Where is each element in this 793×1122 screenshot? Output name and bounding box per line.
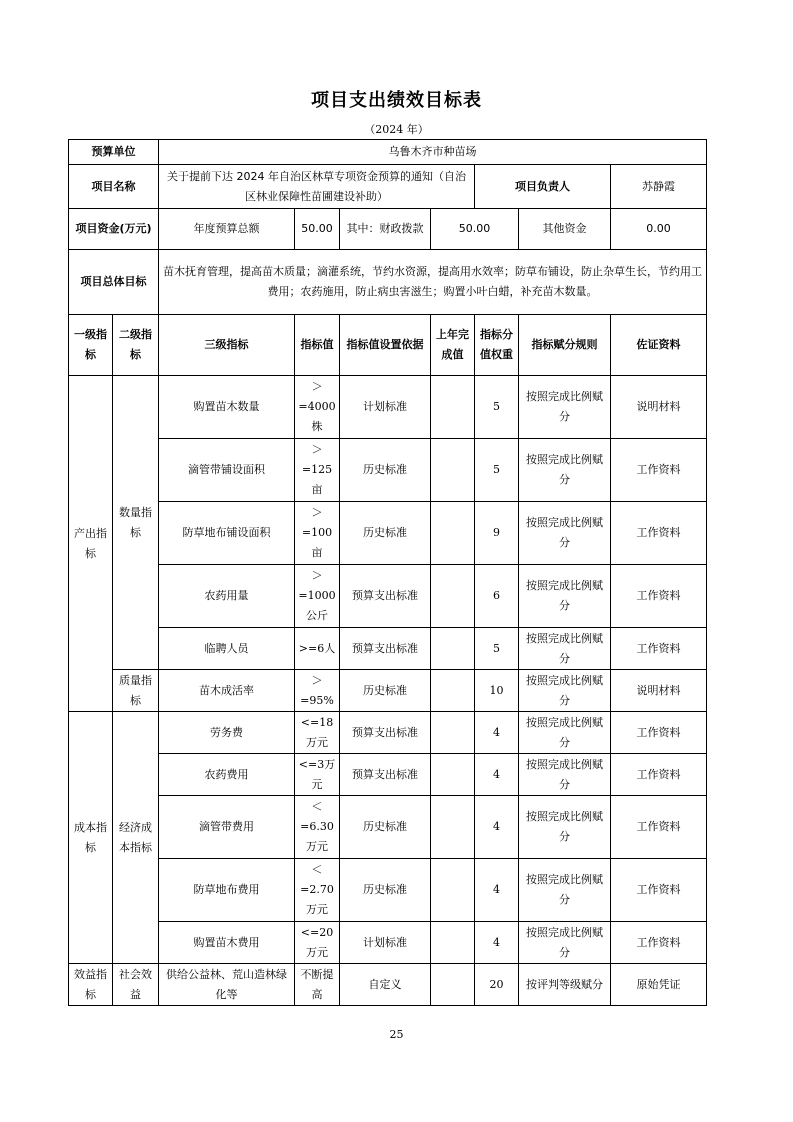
indicator-rule: 按照完成比例赋分 [519, 502, 611, 565]
indicator-evidence: 工作资料 [611, 922, 707, 964]
indicator-weight: 5 [475, 376, 519, 439]
indicator-evidence: 说明材料 [611, 376, 707, 439]
indicator-rule: 按照完成比例赋分 [519, 565, 611, 628]
indicator-basis: 历史标准 [340, 670, 431, 712]
indicator-value: ＞=125亩 [295, 439, 340, 502]
project-funds-label: 项目资金(万元) [69, 209, 159, 250]
indicator-basis: 历史标准 [340, 502, 431, 565]
indicator-last [431, 670, 475, 712]
indicator-evidence: 说明材料 [611, 670, 707, 712]
indicator-basis: 预算支出标准 [340, 565, 431, 628]
project-name-label: 项目名称 [69, 165, 159, 209]
indicator-weight: 5 [475, 628, 519, 670]
indicator-value: >=6人 [295, 628, 340, 670]
indicator-name: 防草地布铺设面积 [159, 502, 295, 565]
indicator-name: 防草地布费用 [159, 859, 295, 922]
indicator-basis: 预算支出标准 [340, 712, 431, 754]
indicator-basis: 预算支出标准 [340, 754, 431, 796]
indicator-value: ＜=6.30万元 [295, 796, 340, 859]
indicator-value: <=20万元 [295, 922, 340, 964]
indicator-weight: 6 [475, 565, 519, 628]
indicator-value: ＞=100亩 [295, 502, 340, 565]
group-social-benefit: 社会效益 [113, 964, 159, 1006]
indicator-weight: 4 [475, 922, 519, 964]
indicator-rule: 按评判等级赋分 [519, 964, 611, 1006]
group-benefit: 效益指标 [69, 964, 113, 1006]
performance-table [68, 139, 707, 1006]
indicator-rule: 按照完成比例赋分 [519, 796, 611, 859]
indicator-value: ＜=2.70万元 [295, 859, 340, 922]
overall-goal-value: 苗木抚育管理，提高苗木质量；滴灌系统，节约水资源，提高用水效率；防草布铺设，防止杂草生长，节约用工费用；农药施用，防止病虫害滋生；购置小叶白蜡，补充苗木数量。 [159, 250, 707, 315]
indicator-evidence: 工作资料 [611, 712, 707, 754]
indicator-weight: 4 [475, 754, 519, 796]
project-leader-value: 苏静霞 [611, 165, 707, 209]
indicator-name: 滴管带铺设面积 [159, 439, 295, 502]
project-leader-label: 项目负责人 [475, 165, 611, 209]
table-row [69, 922, 707, 964]
indicator-last [431, 796, 475, 859]
table-row [69, 670, 707, 712]
table-row [69, 796, 707, 859]
page-number: 25 [389, 1028, 404, 1041]
indicator-basis: 预算支出标准 [340, 628, 431, 670]
header-level3: 三级指标 [159, 315, 295, 376]
indicator-weight: 5 [475, 439, 519, 502]
header-indicator-value: 指标值 [295, 315, 340, 376]
header-evidence: 佐证资料 [611, 315, 707, 376]
indicator-name: 农药用量 [159, 565, 295, 628]
header-weight: 指标分值权重 [475, 315, 519, 376]
indicator-rule: 按照完成比例赋分 [519, 628, 611, 670]
indicator-name: 滴管带费用 [159, 796, 295, 859]
indicator-evidence: 原始凭证 [611, 964, 707, 1006]
overall-goal-row [69, 250, 707, 315]
indicator-name: 供给公益林、荒山造林绿化等 [159, 964, 295, 1006]
indicator-name: 临聘人员 [159, 628, 295, 670]
group-economic-cost: 经济成本指标 [113, 712, 159, 964]
indicator-last [431, 754, 475, 796]
project-funds-row [69, 209, 707, 250]
indicator-rule: 按照完成比例赋分 [519, 439, 611, 502]
table-row [69, 964, 707, 1006]
indicator-rule: 按照完成比例赋分 [519, 712, 611, 754]
indicator-value: <=3万元 [295, 754, 340, 796]
indicator-last [431, 439, 475, 502]
table-row [69, 859, 707, 922]
header-row [69, 315, 707, 376]
indicator-basis: 计划标准 [340, 922, 431, 964]
header-level1: 一级指标 [69, 315, 113, 376]
budget-unit-row [69, 140, 707, 165]
indicator-evidence: 工作资料 [611, 754, 707, 796]
annual-budget-value: 50.00 [295, 209, 340, 250]
indicator-value: ＞=4000株 [295, 376, 340, 439]
indicator-rule: 按照完成比例赋分 [519, 376, 611, 439]
indicator-name: 苗木成活率 [159, 670, 295, 712]
header-rule: 指标赋分规则 [519, 315, 611, 376]
indicator-value: ＞=95% [295, 670, 340, 712]
table-row [69, 712, 707, 754]
indicator-rule: 按照完成比例赋分 [519, 670, 611, 712]
header-last-year: 上年完成值 [431, 315, 475, 376]
indicator-weight: 4 [475, 712, 519, 754]
header-level2: 二级指标 [113, 315, 159, 376]
indicator-name: 购置苗木费用 [159, 922, 295, 964]
indicator-value: ＞=1000公斤 [295, 565, 340, 628]
page-title: 项目支出绩效目标表 [311, 90, 482, 111]
table-row [69, 565, 707, 628]
indicator-basis: 历史标准 [340, 439, 431, 502]
group-quality: 质量指标 [113, 670, 159, 712]
table-row [69, 376, 707, 439]
group-cost: 成本指标 [69, 712, 113, 964]
group-quantity: 数量指标 [113, 376, 159, 670]
indicator-name: 购置苗木数量 [159, 376, 295, 439]
group-output: 产出指标 [69, 376, 113, 712]
indicator-value: <=18万元 [295, 712, 340, 754]
fiscal-alloc-value: 50.00 [431, 209, 519, 250]
indicator-value: 不断提高 [295, 964, 340, 1006]
indicator-basis: 历史标准 [340, 859, 431, 922]
overall-goal-label: 项目总体目标 [69, 250, 159, 315]
indicator-name: 劳务费 [159, 712, 295, 754]
table-row [69, 439, 707, 502]
indicator-evidence: 工作资料 [611, 796, 707, 859]
indicator-evidence: 工作资料 [611, 859, 707, 922]
indicator-rule: 按照完成比例赋分 [519, 859, 611, 922]
fiscal-alloc-label: 其中：财政拨款 [340, 209, 431, 250]
indicator-evidence: 工作资料 [611, 565, 707, 628]
project-name-value: 关于提前下达 2024 年自治区林草专项资金预算的通知（自治区林业保障性苗圃建设补助） [159, 165, 475, 209]
indicator-basis: 历史标准 [340, 796, 431, 859]
indicator-weight: 9 [475, 502, 519, 565]
project-name-row [69, 165, 707, 209]
other-funds-value: 0.00 [611, 209, 707, 250]
indicator-last [431, 922, 475, 964]
indicator-weight: 4 [475, 796, 519, 859]
indicator-last [431, 628, 475, 670]
indicator-rule: 按照完成比例赋分 [519, 922, 611, 964]
header-basis: 指标值设置依据 [340, 315, 431, 376]
indicator-evidence: 工作资料 [611, 439, 707, 502]
table-row [69, 502, 707, 565]
indicator-evidence: 工作资料 [611, 628, 707, 670]
indicator-evidence: 工作资料 [611, 502, 707, 565]
indicator-last [431, 376, 475, 439]
year-label: （2024 年） [364, 123, 429, 136]
table-row [69, 628, 707, 670]
budget-unit-label: 预算单位 [69, 140, 159, 165]
indicator-last [431, 712, 475, 754]
indicator-rule: 按照完成比例赋分 [519, 754, 611, 796]
indicator-last [431, 859, 475, 922]
other-funds-label: 其他资金 [519, 209, 611, 250]
indicator-weight: 4 [475, 859, 519, 922]
table-row [69, 754, 707, 796]
indicator-weight: 20 [475, 964, 519, 1006]
indicator-name: 农药费用 [159, 754, 295, 796]
indicator-last [431, 502, 475, 565]
indicator-last [431, 565, 475, 628]
annual-budget-label: 年度预算总额 [159, 209, 295, 250]
indicator-weight: 10 [475, 670, 519, 712]
indicator-last [431, 964, 475, 1006]
indicator-basis: 计划标准 [340, 376, 431, 439]
budget-unit-value: 乌鲁木齐市种苗场 [159, 140, 707, 165]
indicator-basis: 自定义 [340, 964, 431, 1006]
